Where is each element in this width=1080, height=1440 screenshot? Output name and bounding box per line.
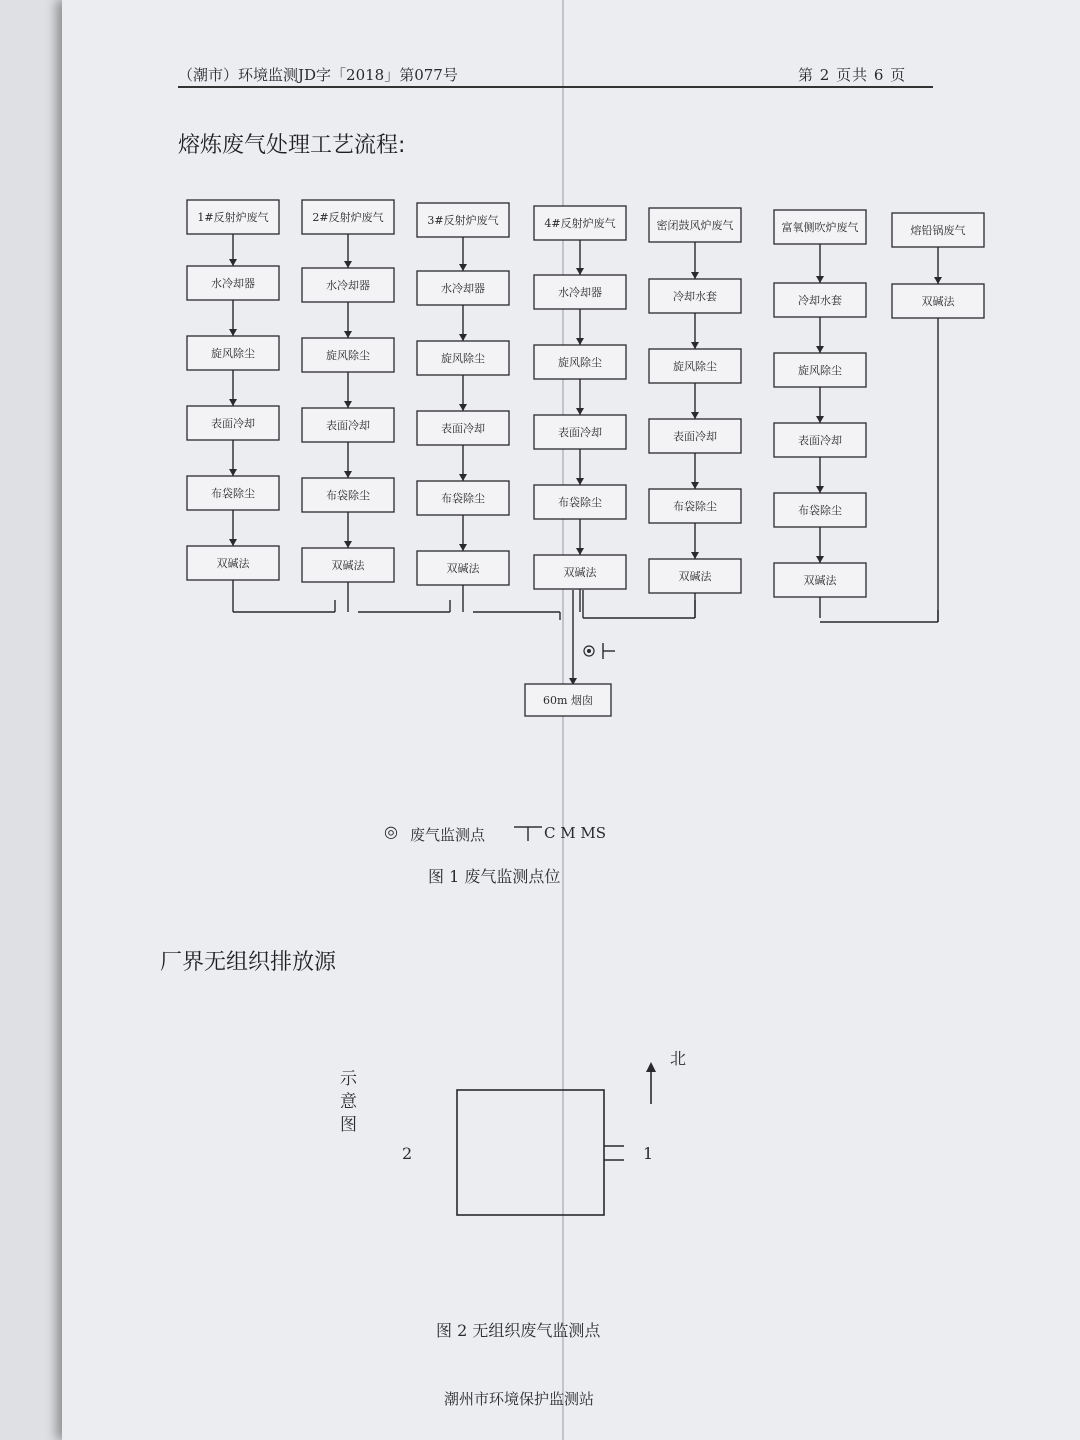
flow-step-box	[649, 419, 741, 453]
flow-arrow-head	[459, 404, 467, 411]
flow-box-label: 布袋除尘	[798, 504, 842, 517]
flow-arrow-head	[229, 329, 237, 336]
flow-step-box	[417, 341, 509, 375]
flow-box-label: 双碱法	[803, 574, 837, 587]
flow-step-box	[302, 478, 394, 512]
north-label: 北	[670, 1049, 687, 1068]
legend-monitor-point-label: 废气监测点	[410, 826, 486, 844]
flow-arrow-head	[691, 552, 699, 559]
flow-box-label: 2#反射炉废气	[312, 211, 384, 224]
flow-box-label: 双碱法	[446, 562, 480, 575]
flow-step-box	[417, 411, 509, 445]
monitor-point-marker-dot	[587, 649, 591, 653]
flow-arrow-head	[344, 471, 352, 478]
flow-arrow-head	[576, 338, 584, 345]
figure1-caption: 图 1 废气监测点位	[428, 867, 561, 886]
flow-box-label: 双碱法	[331, 559, 365, 572]
flow-box-label: 布袋除尘	[673, 500, 717, 513]
legend-cems-label: C M MS	[544, 824, 607, 842]
flow-box-label: 双碱法	[921, 295, 955, 308]
schematic-label: 示意图	[340, 1069, 357, 1135]
flow-box-label: 富氧侧吹炉废气	[781, 221, 859, 234]
flow-step-box	[187, 406, 279, 440]
flow-step-box	[187, 476, 279, 510]
flow-box-label: 水冷却器	[211, 277, 255, 290]
flow-step-box	[187, 266, 279, 300]
flow-step-box	[417, 551, 509, 585]
flow-step-box	[892, 284, 984, 318]
flow-source-box	[187, 200, 279, 234]
flow-box-label: 旋风除尘	[798, 364, 842, 377]
flow-arrow-head	[459, 264, 467, 271]
flow-step-box	[774, 353, 866, 387]
flow-step-box	[187, 546, 279, 580]
document-number: （潮市）环境监测JD字「2018」第077号	[178, 66, 458, 84]
flow-step-box	[302, 408, 394, 442]
flow-step-box	[649, 279, 741, 313]
flow-step-box	[417, 481, 509, 515]
flow-step-box	[534, 275, 626, 309]
point-1-label: 1	[643, 1144, 654, 1163]
flow-step-box	[534, 555, 626, 589]
flow-box-label: 布袋除尘	[441, 492, 485, 505]
flow-arrow-head	[229, 259, 237, 266]
flow-step-box	[302, 338, 394, 372]
flow-box-label: 双碱法	[216, 557, 250, 570]
flow-box-label: 表面冷却	[673, 430, 717, 443]
flow-arrow-head	[344, 401, 352, 408]
flow-step-box	[187, 336, 279, 370]
flow-step-box	[774, 423, 866, 457]
flow-arrow-head	[229, 469, 237, 476]
flow-arrow-head	[816, 276, 824, 283]
flow-box-label: 水冷却器	[326, 279, 370, 292]
monitor-point-icon: ◎	[384, 822, 398, 841]
page-indicator: 第 2 页共 6 页	[798, 66, 907, 84]
issuing-agency: 潮州市环境保护监测站	[444, 1390, 595, 1408]
flow-box-label: 表面冷却	[441, 422, 485, 435]
flow-box-label: 密闭鼓风炉废气	[656, 219, 734, 232]
flow-arrow-head	[691, 412, 699, 419]
flow-arrow-head	[816, 346, 824, 353]
flow-arrow-head	[459, 474, 467, 481]
flow-box-label: 冷却水套	[673, 290, 717, 303]
flow-arrow-head	[934, 277, 942, 284]
flow-step-box	[302, 548, 394, 582]
flow-step-box	[774, 493, 866, 527]
flow-box-label: 旋风除尘	[326, 349, 370, 362]
flow-source-box	[774, 210, 866, 244]
flow-step-box	[534, 345, 626, 379]
flow-step-box	[649, 489, 741, 523]
flow-box-label: 3#反射炉废气	[427, 214, 499, 227]
stack-label: 60m 烟囱	[543, 694, 593, 707]
flow-arrow-head	[576, 478, 584, 485]
flow-box-label: 双碱法	[563, 566, 597, 579]
flow-step-box	[302, 268, 394, 302]
section-title-smelting-flow: 熔炼废气处理工艺流程:	[178, 133, 406, 158]
flow-box-label: 表面冷却	[326, 419, 370, 432]
flow-arrow-head	[576, 548, 584, 555]
flow-box-label: 布袋除尘	[326, 489, 370, 502]
flow-arrow-head	[816, 416, 824, 423]
flow-box-label: 旋风除尘	[441, 352, 485, 365]
flow-arrow-head	[691, 342, 699, 349]
flow-step-box	[649, 349, 741, 383]
stack-box	[525, 684, 611, 716]
flow-step-box	[417, 271, 509, 305]
flow-arrow-head	[229, 399, 237, 406]
flow-arrow-head	[576, 408, 584, 415]
flow-arrow-head	[459, 334, 467, 341]
figure2-caption: 图 2 无组织废气监测点	[436, 1321, 601, 1340]
section-title-boundary-emission: 厂界无组织排放源	[160, 950, 337, 975]
flow-box-label: 4#反射炉废气	[544, 217, 616, 230]
flow-box-label: 旋风除尘	[558, 356, 602, 369]
flow-box-label: 布袋除尘	[211, 487, 255, 500]
flow-box-label: 水冷却器	[558, 286, 602, 299]
flow-source-box	[302, 200, 394, 234]
flow-box-label: 布袋除尘	[558, 496, 602, 509]
flow-source-box	[892, 213, 984, 247]
flow-box-label: 表面冷却	[798, 434, 842, 447]
flow-box-label: 表面冷却	[558, 426, 602, 439]
flow-arrow-head	[229, 539, 237, 546]
flow-arrow-head	[816, 486, 824, 493]
flow-arrow-head	[691, 272, 699, 279]
flow-arrow-head	[691, 482, 699, 489]
flow-box-label: 水冷却器	[441, 282, 485, 295]
flow-arrow-head	[344, 261, 352, 268]
flow-box-label: 双碱法	[678, 570, 712, 583]
flow-box-label: 1#反射炉废气	[197, 211, 269, 224]
flow-arrow-head	[459, 544, 467, 551]
flow-box-label: 旋风除尘	[211, 347, 255, 360]
flow-box-label: 熔铅锅废气	[910, 224, 966, 237]
flow-step-box	[534, 485, 626, 519]
flow-step-box	[649, 559, 741, 593]
flow-source-box	[417, 203, 509, 237]
flow-arrow-head	[576, 268, 584, 275]
flow-source-box	[649, 208, 741, 242]
flow-step-box	[774, 283, 866, 317]
flow-arrow-head	[344, 541, 352, 548]
point-2-label: 2	[402, 1144, 413, 1163]
flow-step-box	[774, 563, 866, 597]
flow-arrow-head	[816, 556, 824, 563]
flow-arrow-head	[344, 331, 352, 338]
flow-box-label: 冷却水套	[798, 294, 842, 307]
flow-source-box	[534, 206, 626, 240]
flow-box-label: 旋风除尘	[673, 360, 717, 373]
flow-box-label: 表面冷却	[211, 417, 255, 430]
flow-step-box	[534, 415, 626, 449]
